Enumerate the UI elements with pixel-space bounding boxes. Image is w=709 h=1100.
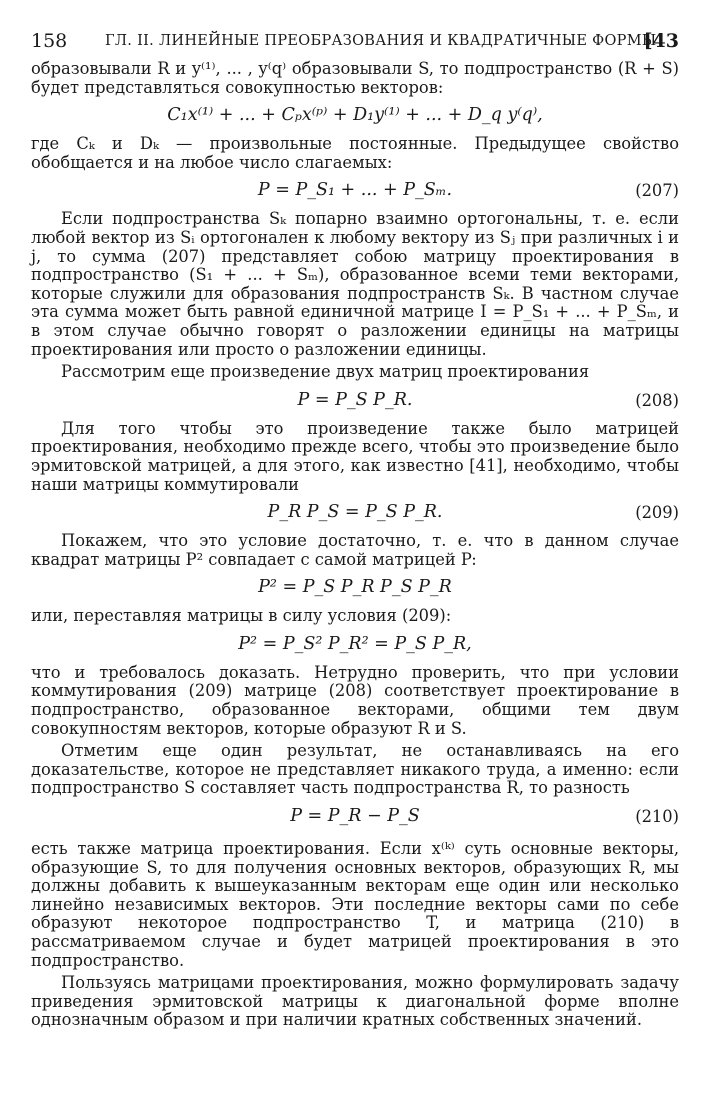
paragraph: Покажем, что это условие достаточно, т. е. что в данном случае квадрат матрицы P² совпадает с самой матрицей P: [31, 531, 679, 569]
equation-formula: P = P_S P_R. [297, 389, 413, 410]
paragraph: Если подпространства Sₖ попарно взаимно ортогональны, т. е. если любой вектор из Sᵢ ортогонален к любому вектору из Sⱼ при различных i и j, то сумма (207) представляет собою матрицу проектирования в подпространство (S₁ + ... + Sₘ), образованное всеми теми векторами, которые служили для образования подпространств Sₖ. В частном случае эта сумма может быть равной единичной матрице I = P_S₁ + ... + P_Sₘ, и в этом случае обычно говорят о разложении единицы на матрицы проектирования или просто о разложении единицы. [31, 209, 679, 359]
paragraph: Для того чтобы это произведение также было матрицей проектирования, необходимо прежде всего, чтобы это произведение было эрмитовской матрицей, а для этого, как известно [41], необходимо, чтобы наши матрицы коммутировали [31, 418, 679, 494]
equation-number: (207) [635, 181, 679, 201]
equation-formula: C₁x⁽¹⁾ + ... + Cₚx⁽ᵖ⁾ + D₁y⁽¹⁾ + ... + D_q y⁽q⁾, [167, 105, 543, 126]
paragraph: где Cₖ и Dₖ — произвольные постоянные. Предыдущее свойство обобщается и на любое число слагаемых: [31, 134, 679, 172]
equation-block [31, 172, 679, 210]
equation-block [31, 494, 679, 532]
book-page [31, 30, 679, 1030]
equation-number: (209) [635, 503, 679, 523]
equation-block [31, 569, 679, 607]
section-number: [43 [643, 30, 679, 52]
equation-number: (208) [635, 390, 679, 410]
paragraph: есть также матрица проектирования. Если x⁽ᵏ⁾ суть основные векторы, образующие S, то для получения основных векторов, образующих R, мы должны добавить к вышеуказанным векторам еще один или несколько линейно независимых векторов. Эти последние векторы сами по себе образуют некоторое подпространство T, и матрица (210) в рассматриваемом случае и будет матрицей проектирования в это подпространство. [31, 839, 679, 970]
equation-block [31, 382, 679, 420]
equation-formula: P² = P_S P_R P_S P_R [258, 577, 452, 598]
equation-block [31, 798, 679, 840]
paragraph: Рассмотрим еще произведение двух матриц проектирования [61, 362, 590, 382]
paragraph: Отметим еще один результат, не останавливаясь на его доказательстве, которое не представляет никакого труда, а именно: если подпространство S составляет часть подпространства R, то разность [31, 741, 679, 798]
equation-number: (210) [635, 807, 679, 827]
running-title: ГЛ. II. ЛИНЕЙНЫЕ ПРЕОБРАЗОВАНИЯ И КВАДРАТИЧНЫЕ ФОРМЫ [105, 33, 657, 49]
equation-formula: P² = P_S² P_R² = P_S P_R, [238, 633, 472, 654]
equation-block [31, 97, 679, 135]
paragraph: или, переставляя матрицы в силу условия (209): [31, 606, 452, 626]
running-header [31, 30, 679, 60]
paragraph: образовывали R и y⁽¹⁾, ... , y⁽q⁾ образовывали S, то подпространство (R + S) будет представляться совокупностью векторов: [31, 59, 679, 97]
equation-formula: P = P_S₁ + ... + P_Sₘ. [257, 180, 453, 201]
paragraph: что и требовалось доказать. Нетрудно проверить, что при условии коммутирования (209) матрице (208) соответствует проектирование в подпространство, образованное векторами, общими тем двум совокупностям векторов, которые образуют R и S. [31, 662, 679, 738]
page-number: 158 [31, 30, 68, 52]
equation-formula: P_R P_S = P_S P_R. [267, 502, 443, 523]
paragraph: Пользуясь матрицами проектирования, можно формулировать задачу приведения эрмитовской матрицы к диагональной форме вполне однозначным образом и при наличии кратных собственных значений. [31, 973, 679, 1030]
equation-block [31, 626, 679, 664]
equation-formula: P = P_R − P_S [290, 806, 420, 827]
